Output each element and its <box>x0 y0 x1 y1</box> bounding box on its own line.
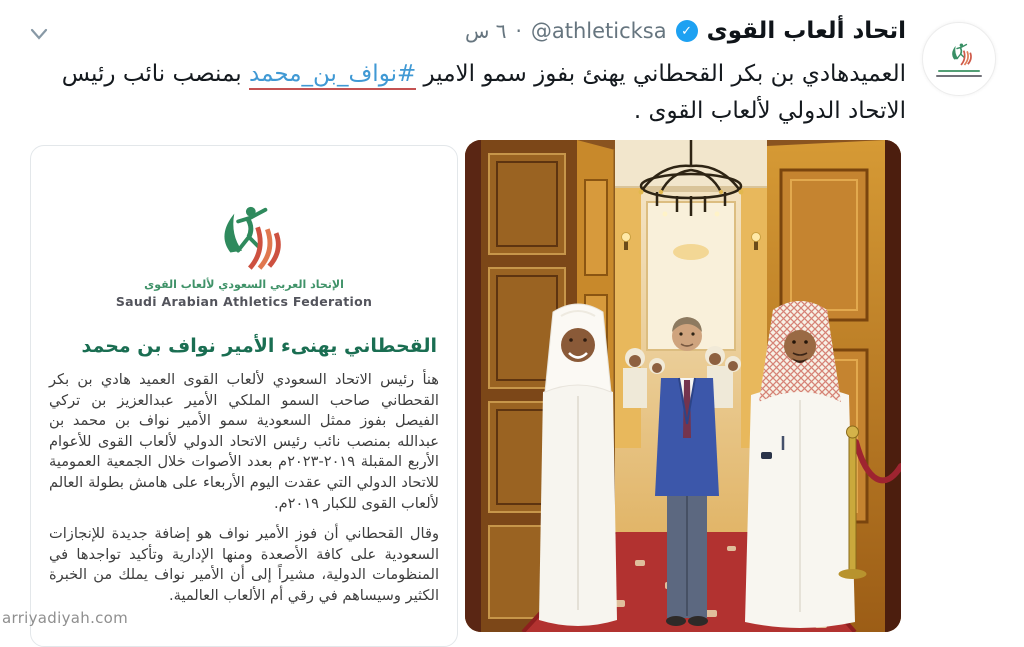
tweet-text-after: بمنصب نائب رئيس الاتحاد الدولي لألعاب القوى . <box>61 61 906 124</box>
site-watermark: arriyadiyah.com <box>2 609 129 627</box>
photo-three-men-golden-doorway <box>465 140 901 632</box>
statement-heading: القحطاني يهنىء الأمير نواف بن محمد <box>81 335 437 357</box>
tweet-text-before: العميدهادي بن بكر القحطاني يهنئ بفوز سمو الامير <box>416 61 906 87</box>
chevron-down-icon[interactable] <box>30 26 48 45</box>
statement-paragraph: هنأ رئيس الاتحاد السعودي لألعاب القوى العميد هادي بن بكر القحطاني صاحب السمو الملكي الأمير عبدالعزيز بن تركي الفيصل بفوز ممثل السعودية سمو الأمير نواف بن محمد بن عبدالله بمنصب نائب رئيس الاتحاد الدولي لألعاب القوى للأعوام الأربع المقبلة ٢٠١٩-٢٠٢٣م بعدد الأصوات خلال الجمعية العمومية للاتحاد الدولي التي عقدت اليوم الأربعاء على هامش بطولة العالم لألعاب القوى للكبار ٢٠١٩م. <box>49 371 439 512</box>
federation-name-arabic: الإتحاد العربي السعودي لألعاب القوى <box>144 278 344 291</box>
photo-image-attachment[interactable] <box>465 140 901 632</box>
statement-body <box>31 370 457 607</box>
federation-logo <box>31 202 457 276</box>
statement-paragraph: وقال القحطاني أن فوز الأمير نواف هو إضافة جديدة للإنجازات السعودية على كافة الأصعدة ومنها الإدارية وتأكيد تواجدها في المنظومات الدولية، مشيراً إلى أن الأمير نواف يملك من الخبرة الكثير وسيساهم في رقي أم الألعاب العالمية. <box>49 525 439 604</box>
tweet-timestamp[interactable]: ٦ س <box>464 19 507 43</box>
separator-dot: · <box>515 19 522 43</box>
federation-logo-watermark <box>922 22 996 96</box>
runner-logo-icon <box>192 202 296 272</box>
verified-badge-icon: ✓ <box>676 20 698 42</box>
statement-image-attachment[interactable] <box>30 145 458 647</box>
man-left-white-ghutra <box>539 304 617 626</box>
hashtag-link[interactable]: #نواف_بن_محمد <box>249 61 416 90</box>
tweet-text <box>38 56 906 130</box>
federation-name-english: Saudi Arabian Athletics Federation <box>115 294 373 309</box>
tweet-header <box>465 18 906 44</box>
runner-logo-icon <box>942 41 976 67</box>
account-name[interactable]: اتحاد ألعاب القوى <box>706 18 906 44</box>
account-handle[interactable]: @athleticksa <box>530 19 667 43</box>
